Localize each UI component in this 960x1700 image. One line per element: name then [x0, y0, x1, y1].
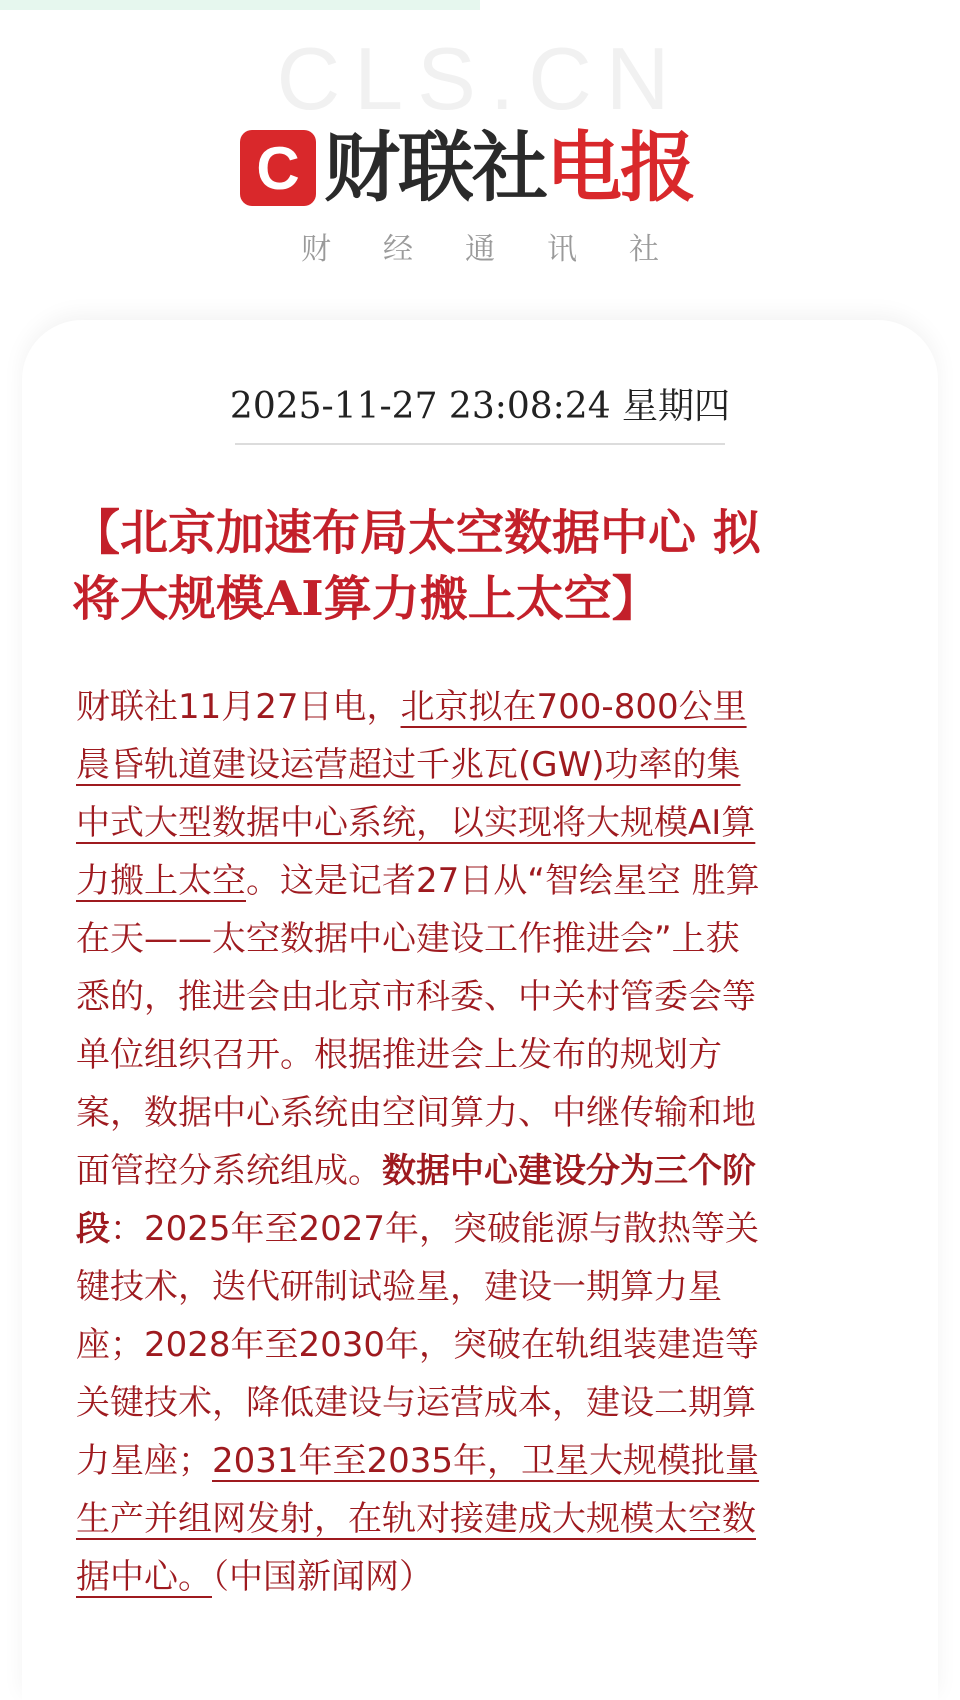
body-text: 面管控分系统组成。: [76, 1151, 382, 1191]
body-line: [76, 1200, 906, 1258]
body-line: 案，数据中心系统由空间算力、中继传输和地: [76, 1093, 756, 1133]
body-line: 在天——太空数据中心建设工作推进会”上获: [76, 919, 740, 959]
cls-logo-icon: C: [240, 130, 316, 206]
article-headline: [72, 500, 902, 632]
brand-logo-block: [240, 123, 694, 212]
brand-name: 财联社: [324, 123, 546, 212]
body-line: 单位组织召开。根据推进会上发布的规划方: [76, 1035, 722, 1075]
bold-text: 段: [76, 1209, 110, 1249]
publish-datetime: 2025-11-27 23:08:24 星期四: [229, 386, 731, 427]
body-text: 。这是记者27日从“智绘星空 胜算: [246, 861, 760, 901]
body-line: [76, 736, 906, 794]
top-status-strip: [0, 0, 480, 10]
body-line: [76, 794, 906, 852]
datetime-divider: [235, 443, 725, 445]
headline-line: 将大规模AI算力搬上太空】: [72, 571, 660, 627]
body-line: [76, 678, 906, 736]
body-line: [76, 1548, 906, 1606]
underlined-text: 晨昏轨道建设运营超过千兆瓦(GW)功率的集: [76, 745, 741, 785]
brand-subtitle: 财经通讯社: [301, 232, 711, 267]
body-text: 财联社11月27日电，: [76, 687, 401, 727]
underlined-text: 力搬上太空: [76, 861, 246, 901]
body-text: ：2025年至2027年，突破能源与散热等关: [110, 1209, 760, 1249]
underlined-text: 生产并组网发射，在轨对接建成大规模太空数: [76, 1499, 756, 1539]
body-line: [76, 1432, 906, 1490]
body-text: 力星座；: [76, 1441, 212, 1481]
body-line: 座；2028年至2030年，突破在轨组装建造等: [76, 1325, 760, 1365]
headline-line: 【北京加速布局太空数据中心 拟: [72, 505, 761, 561]
watermark-text: CLS.CN: [276, 29, 684, 128]
body-line: [76, 852, 906, 910]
source-attribution: （中国新闻网）: [212, 1557, 433, 1597]
body-line: 关键技术，降低建设与运营成本，建设二期算: [76, 1383, 756, 1423]
underlined-text: 北京拟在700-800公里: [400, 687, 747, 727]
body-line: 键技术，迭代研制试验星，建设一期算力星: [76, 1267, 722, 1307]
underlined-text: 中式大型数据中心系统，以实现将大规模AI算: [76, 803, 756, 843]
underlined-text: 2031年至2035年，卫星大规模批量: [212, 1441, 760, 1481]
article-body: [76, 678, 906, 1606]
body-line: [76, 1142, 906, 1200]
underlined-text: 据中心。: [76, 1557, 212, 1597]
body-line: 悉的，推进会由北京市科委、中关村管委会等: [76, 977, 756, 1017]
bold-text: 数据中心建设分为三个阶: [382, 1151, 756, 1191]
brand-name-highlight: 电报: [546, 123, 694, 212]
body-line: [76, 1490, 906, 1548]
